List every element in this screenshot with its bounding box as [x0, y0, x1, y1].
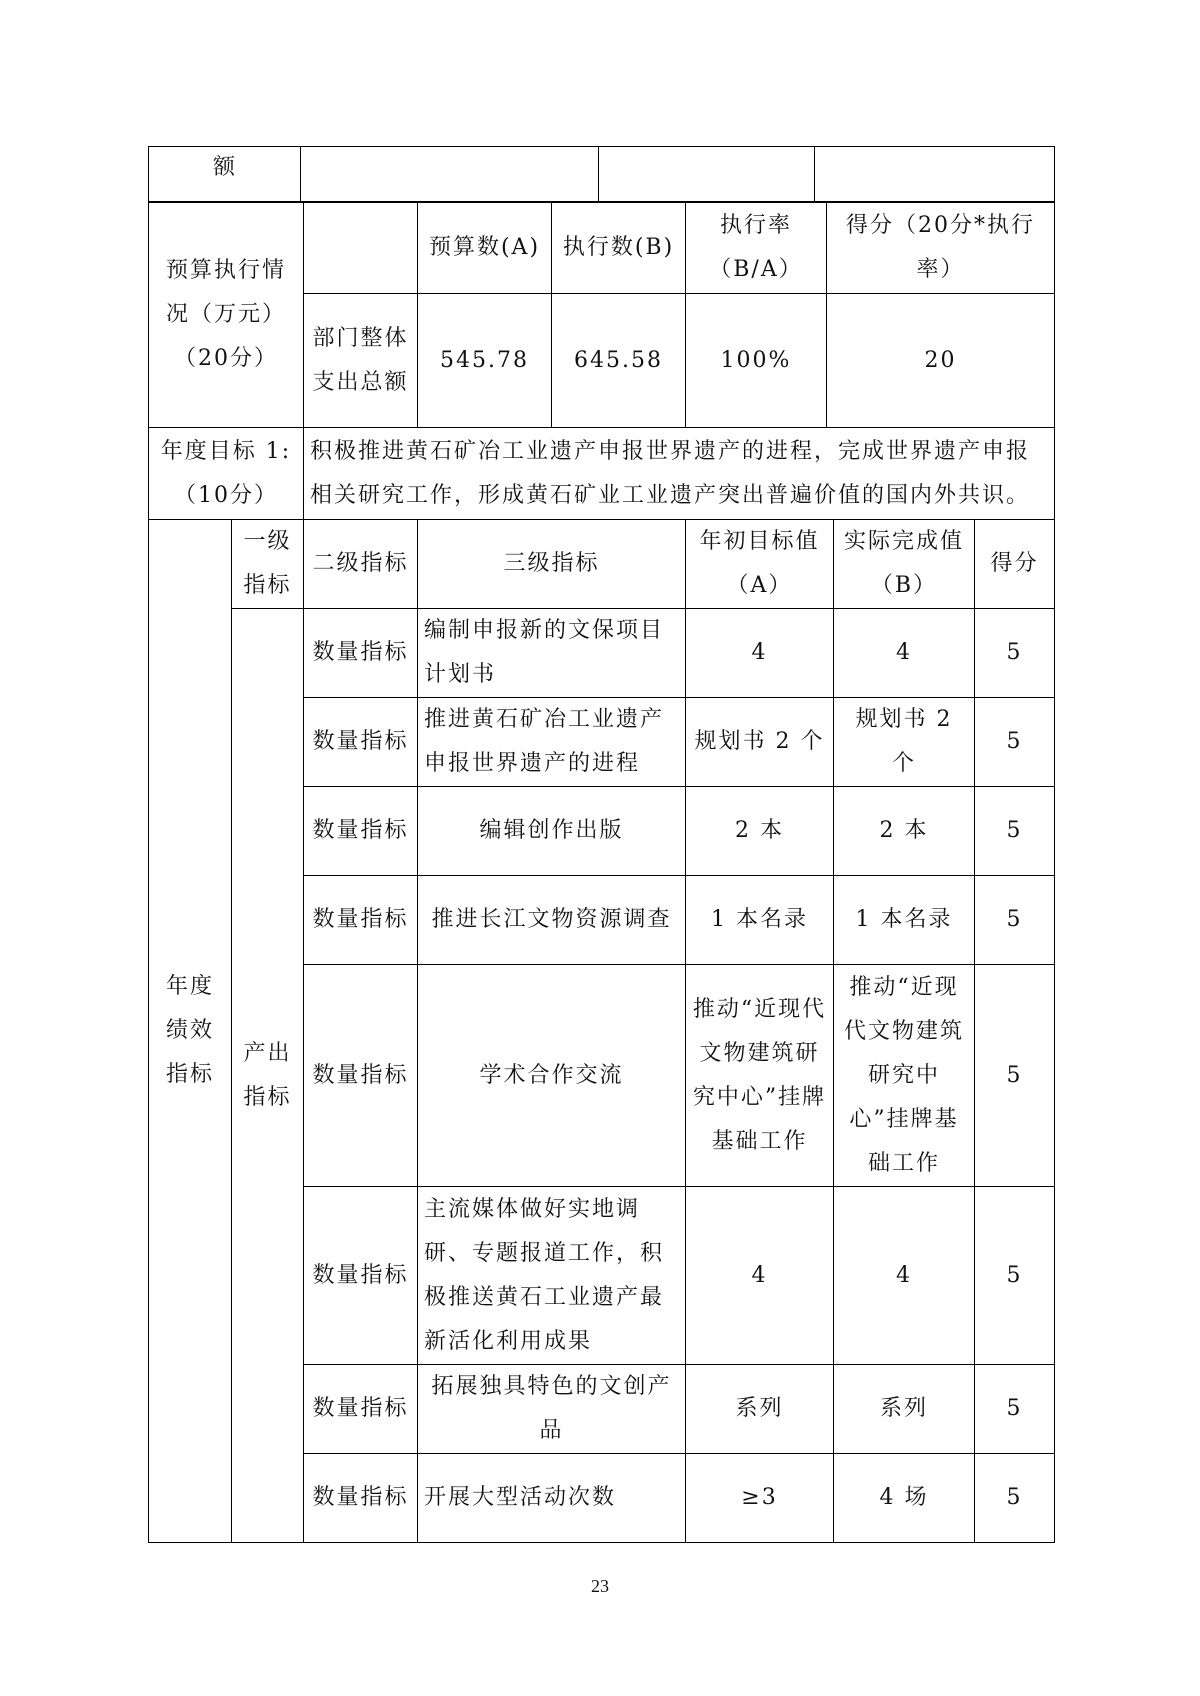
- amount-cell-3: [815, 147, 1055, 203]
- budget-row-budget: 545.78: [418, 294, 552, 428]
- budget-row-score: 20: [827, 294, 1055, 428]
- row-target: ≥3: [686, 1454, 834, 1543]
- row-level2: 数量指标: [304, 1454, 418, 1543]
- header-level2: 二级指标: [304, 520, 418, 609]
- row-target: 推动“近现代文物建筑研究中心”挂牌基础工作: [686, 965, 834, 1187]
- row-level2: 数量指标: [304, 698, 418, 787]
- budget-execution-table: [148, 201, 1055, 520]
- top-amount-row-table: [148, 146, 1055, 203]
- goal-label: 年度目标 1:（10分）: [149, 428, 304, 520]
- level1-label: 产出指标: [232, 609, 304, 1543]
- budget-header-score: 得分（20分*执行率）: [827, 202, 1055, 294]
- row-level2: 数量指标: [304, 609, 418, 698]
- row-actual: 4: [834, 609, 975, 698]
- row-target: 4: [686, 609, 834, 698]
- row-level2: 数量指标: [304, 965, 418, 1187]
- amount-label: 额: [149, 147, 301, 203]
- row-target: 规划书 2 个: [686, 698, 834, 787]
- row-level3: 编辑创作出版: [418, 787, 686, 876]
- row-actual: 2 本: [834, 787, 975, 876]
- row-target: 1 本名录: [686, 876, 834, 965]
- row-level3: 编制申报新的文保项目计划书: [418, 609, 686, 698]
- performance-indicators-table: [148, 519, 1055, 1543]
- row-score: 5: [975, 609, 1055, 698]
- row-target: 系列: [686, 1365, 834, 1454]
- row-target: 2 本: [686, 787, 834, 876]
- row-level2: 数量指标: [304, 787, 418, 876]
- row-level2: 数量指标: [304, 1187, 418, 1365]
- row-score: 5: [975, 698, 1055, 787]
- row-actual: 4 场: [834, 1454, 975, 1543]
- goal-text: 积极推进黄石矿冶工业遗产申报世界遗产的进程，完成世界遗产申报相关研究工作，形成黄石矿业工业遗产突出普遍价值的国内外共识。: [304, 428, 1055, 520]
- budget-row-rate: 100%: [686, 294, 827, 428]
- amount-cell-1: [301, 147, 599, 203]
- indicators-section-label: 年度绩效指标: [149, 520, 232, 1543]
- row-level3: 开展大型活动次数: [418, 1454, 686, 1543]
- budget-header-budget: 预算数(A): [418, 202, 552, 294]
- budget-header-blank: [304, 202, 418, 294]
- budget-row-label: 部门整体支出总额: [304, 294, 418, 428]
- row-actual: 系列: [834, 1365, 975, 1454]
- header-level1: 一级指标: [232, 520, 304, 609]
- budget-header-rate: 执行率（B/A）: [686, 202, 827, 294]
- budget-header-executed: 执行数(B): [552, 202, 686, 294]
- row-level3: 学术合作交流: [418, 965, 686, 1187]
- row-actual: 推动“近现代文物建筑研究中心”挂牌基础工作: [834, 965, 975, 1187]
- header-level3: 三级指标: [418, 520, 686, 609]
- table-row: [149, 609, 1055, 698]
- row-level2: 数量指标: [304, 876, 418, 965]
- header-score: 得分: [975, 520, 1055, 609]
- row-actual: 1 本名录: [834, 876, 975, 965]
- header-target: 年初目标值（A）: [686, 520, 834, 609]
- page-number: 23: [591, 1576, 609, 1596]
- header-actual: 实际完成值（B）: [834, 520, 975, 609]
- row-score: 5: [975, 965, 1055, 1187]
- budget-row-executed: 645.58: [552, 294, 686, 428]
- row-level3: 主流媒体做好实地调研、专题报道工作，积极推送黄石工业遗产最新活化利用成果: [418, 1187, 686, 1365]
- row-score: 5: [975, 1454, 1055, 1543]
- budget-section-label: 预算执行情况（万元）（20分）: [149, 202, 304, 428]
- row-level3: 拓展独具特色的文创产品: [418, 1365, 686, 1454]
- row-target: 4: [686, 1187, 834, 1365]
- row-level2: 数量指标: [304, 1365, 418, 1454]
- row-actual: 4: [834, 1187, 975, 1365]
- row-score: 5: [975, 876, 1055, 965]
- row-level3: 推进黄石矿冶工业遗产申报世界遗产的进程: [418, 698, 686, 787]
- row-actual: 规划书 2 个: [834, 698, 975, 787]
- amount-cell-2: [599, 147, 815, 203]
- row-level3: 推进长江文物资源调查: [418, 876, 686, 965]
- row-score: 5: [975, 787, 1055, 876]
- row-score: 5: [975, 1187, 1055, 1365]
- row-score: 5: [975, 1365, 1055, 1454]
